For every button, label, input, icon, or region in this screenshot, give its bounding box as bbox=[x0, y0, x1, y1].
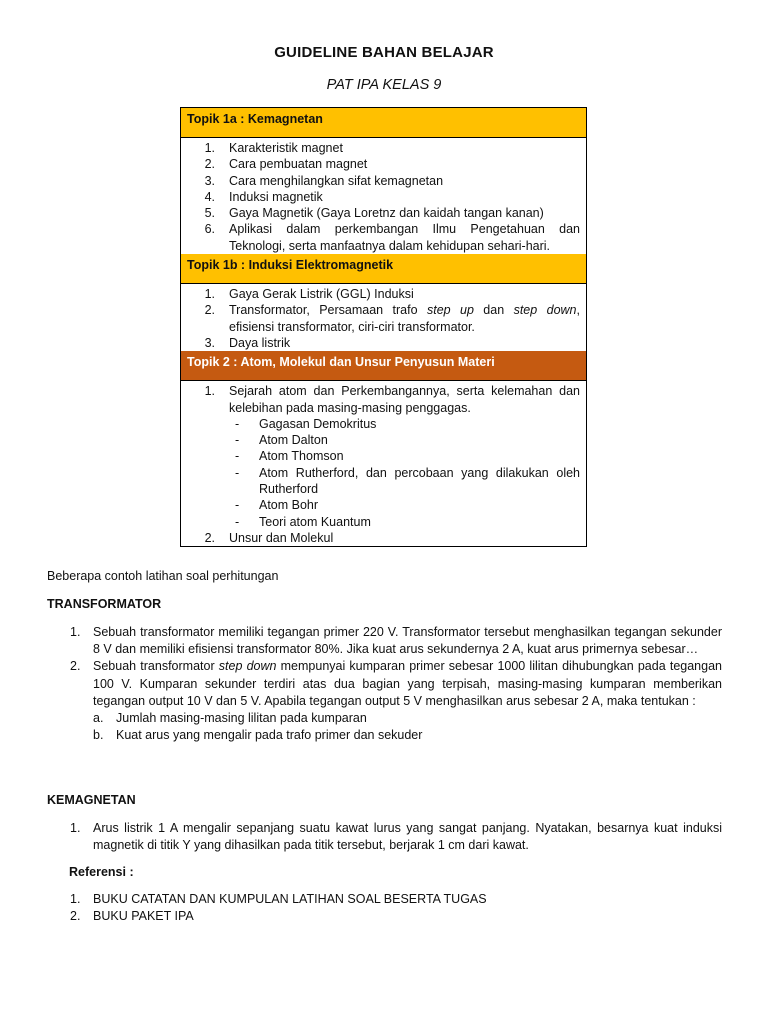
sub-list-item: - Atom Dalton bbox=[235, 433, 328, 448]
question-item: 2. Sebuah transformator step down mempunyai kumparan primer sebesar 1000 lilitan dihubungkan pada tegangan 100 V. Kumparan sekunder terdiri atas dua bagian yang terpisah, masing-masing kumparan memberikan tegangan output 10 V dan 5 V. Apabila tegangan output 5 V menghasilkan arus sebesar 2 A, maka tentukan : bbox=[70, 659, 722, 708]
list-item: 1. Sejarah atom dan Perkembangannya, serta kelemahan dan kelebihan pada masing-masing penggagas. bbox=[204, 384, 580, 415]
list-item: 3. Daya listrik bbox=[204, 335, 291, 350]
topic-heading: Topik 1b : Induksi Elektromagnetik bbox=[181, 254, 586, 284]
topic-body bbox=[181, 284, 586, 351]
topic-body bbox=[181, 381, 586, 546]
sub-question-item: b. Kuat arus yang mengalir pada trafo primer dan sekuder bbox=[93, 728, 423, 743]
sub-list-item: - Atom Rutherford, dan percobaan yang dilakukan oleh Rutherford bbox=[235, 465, 580, 497]
list-item: 5. Gaya Magnetik (Gaya Loretnz dan kaidah tangan kanan) bbox=[204, 206, 544, 221]
list-item: 1. Gaya Gerak Listrik (GGL) Induksi bbox=[204, 287, 414, 302]
question-item: 1. Sebuah transformator memiliki tegangan primer 220 V. Transformator tersebut menghasilkan tegangan sekunder 8 V dan memiliki efisiensi transformator 80%. Jika kuat arus sekundernya 2 A, kuat arus primernya sebesar… bbox=[70, 625, 722, 657]
topic-body bbox=[181, 138, 586, 254]
topic-heading: Topik 1a : Kemagnetan bbox=[181, 108, 586, 138]
list-item: 6. Aplikasi dalam perkembangan Ilmu Pengetahuan dan Teknologi, serta manfaatnya dalam kehidupan sehari-hari. bbox=[204, 222, 580, 253]
question-item: 1. Arus listrik 1 A mengalir sepanjang suatu kawat lurus yang sangat panjang. Nyatakan, besarnya kuat induksi magnetik di titik Y yang dihasilkan pada titik tersebut, berjarak 1 cm dari kawat. bbox=[70, 821, 722, 853]
list-item: 2. Transformator, Persamaan trafo step up dan step down, efisiensi transformator, ciri-ciri transformator. bbox=[204, 303, 580, 334]
transformator-questions bbox=[47, 624, 722, 744]
page-subtitle: PAT IPA KELAS 9 bbox=[326, 77, 442, 93]
topics-table bbox=[180, 107, 587, 547]
list-item: 1. BUKU CATATAN DAN KUMPULAN LATIHAN SOAL BESERTA TUGAS bbox=[70, 892, 487, 906]
referensi-heading: Referensi : bbox=[69, 865, 134, 879]
kemagnetan-heading: KEMAGNETAN bbox=[47, 793, 136, 807]
kemagnetan-questions bbox=[47, 820, 722, 854]
list-item: 4. Induksi magnetik bbox=[204, 189, 323, 204]
page-title: GUIDELINE BAHAN BELAJAR bbox=[274, 44, 494, 61]
list-item: 2. Cara pembuatan magnet bbox=[204, 157, 368, 172]
list-item: 3. Cara menghilangkan sifat kemagnetan bbox=[204, 173, 444, 188]
sub-question-item: a. Jumlah masing-masing lilitan pada kumparan bbox=[93, 711, 367, 726]
list-item: 2. BUKU PAKET IPA bbox=[70, 909, 194, 924]
referensi-list bbox=[47, 891, 722, 925]
sub-list-item: - Atom Thomson bbox=[235, 449, 344, 464]
sub-list-item: - Gagasan Demokritus bbox=[235, 416, 377, 431]
list-item: 2. Unsur dan Molekul bbox=[204, 530, 334, 545]
sub-list-item: - Atom Bohr bbox=[235, 498, 319, 513]
topic-heading: Topik 2 : Atom, Molekul dan Unsur Penyusun Materi bbox=[181, 351, 586, 381]
intro-text: Beberapa contoh latihan soal perhitungan bbox=[47, 569, 279, 583]
sub-list-item: - Teori atom Kuantum bbox=[235, 514, 371, 529]
list-item: 1. Karakteristik magnet bbox=[204, 141, 343, 155]
transformator-heading: TRANSFORMATOR bbox=[47, 597, 162, 611]
